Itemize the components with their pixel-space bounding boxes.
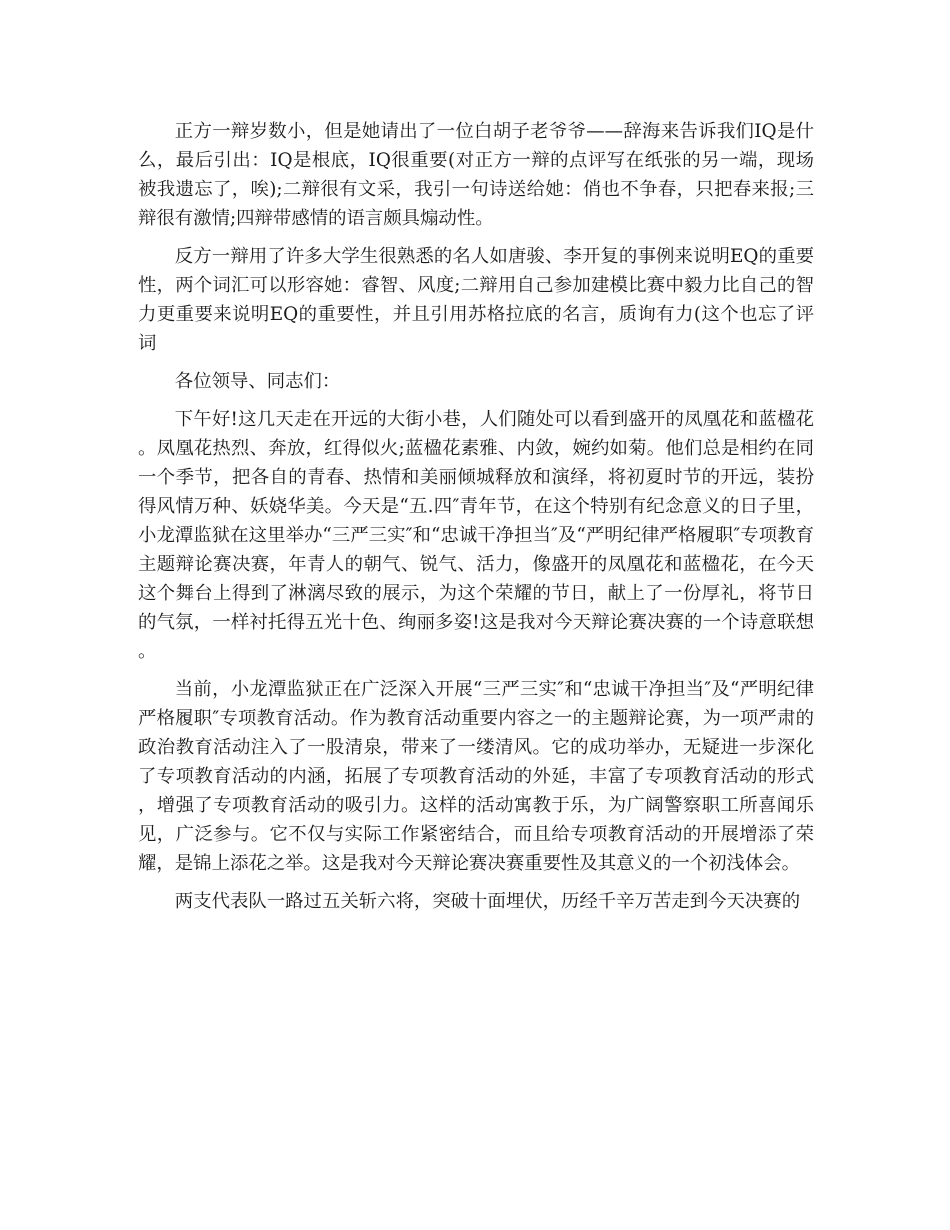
document-body [138,117,814,925]
paragraph-greeting: 各位领导、同志们： [174,371,341,392]
paragraph-affirmative-review: 正方一辩岁数小，但是她请出了一位白胡子老爷爷——辞海来告诉我们IQ是什么，最后引出：IQ是根底，IQ很重要(对正方一辩的点评写在纸张的另一端，现场被我遗忘了，唉);二辩很有文采，我引一句诗送给她：俏也不争春，只把春来报;三辩很有激情;四辩带感情的语言颇具煽动性。 [138,121,814,229]
paragraph-teams: 两支代表队一路过五关斩六将，突破十面埋伏，历经千辛万苦走到今天决赛的 [174,891,801,912]
paragraph-negative-review: 反方一辩用了许多大学生很熟悉的名人如唐骏、李开复的事例来说明EQ的重要性，两个词汇可以形容她：睿智、风度;二辩用自己参加建模比赛中毅力比自己的智力更重要来说明EQ的重要性，并且引用苏格拉底的名言，质询有力(这个也忘了评词 [138,246,814,354]
paragraph-opening-remarks: 下午好!这几天走在开远的大街小巷，人们随处可以看到盛开的凤凰花和蓝楹花。凤凰花热烈、奔放，红得似火;蓝楹花素雅、内敛，婉约如菊。他们总是相约在同一个季节，把各自的青春、热情和美丽倾城释放和演绎，将初夏时节的开远，装扮得风情万种、妖娆华美。今天是“五.四″青年节，在这个特别有纪念意义的日子里，小龙潭监狱在这里举办“三严三实″和“忠诚干净担当″及“严明纪律严格履职″专项教育主题辩论赛决赛，年青人的朝气、锐气、活力，像盛开的凤凰花和蓝楹花，在今天这个舞台上得到了淋漓尽致的展示，为这个荣耀的节日，献上了一份厚礼，将节日的气氛，一样衬托得五光十色、绚丽多姿!这是我对今天辩论赛决赛的一个诗意联想。 [138,409,814,662]
paragraph-significance: 当前，小龙潭监狱正在广泛深入开展“三严三实″和“忠诚干净担当″及“严明纪律严格履职″专项教育活动。作为教育活动重要内容之一的主题辩论赛，为一项严肃的政治教育活动注入了一股清泉，带来了一缕清风。它的成功举办，无疑进一步深化了专项教育活动的内涵，拓展了专项教育活动的外延，丰富了专项教育活动的形式，增强了专项教育活动的吸引力。这样的活动寓教于乐，为广阔警察职工所喜闻乐见，广泛参与。它不仅与实际工作紧密结合，而且给专项教育活动的开展增添了荣耀，是锦上添花之举。这是我对今天辩论赛决赛重要性及其意义的一个初浅体会。 [138,679,814,874]
